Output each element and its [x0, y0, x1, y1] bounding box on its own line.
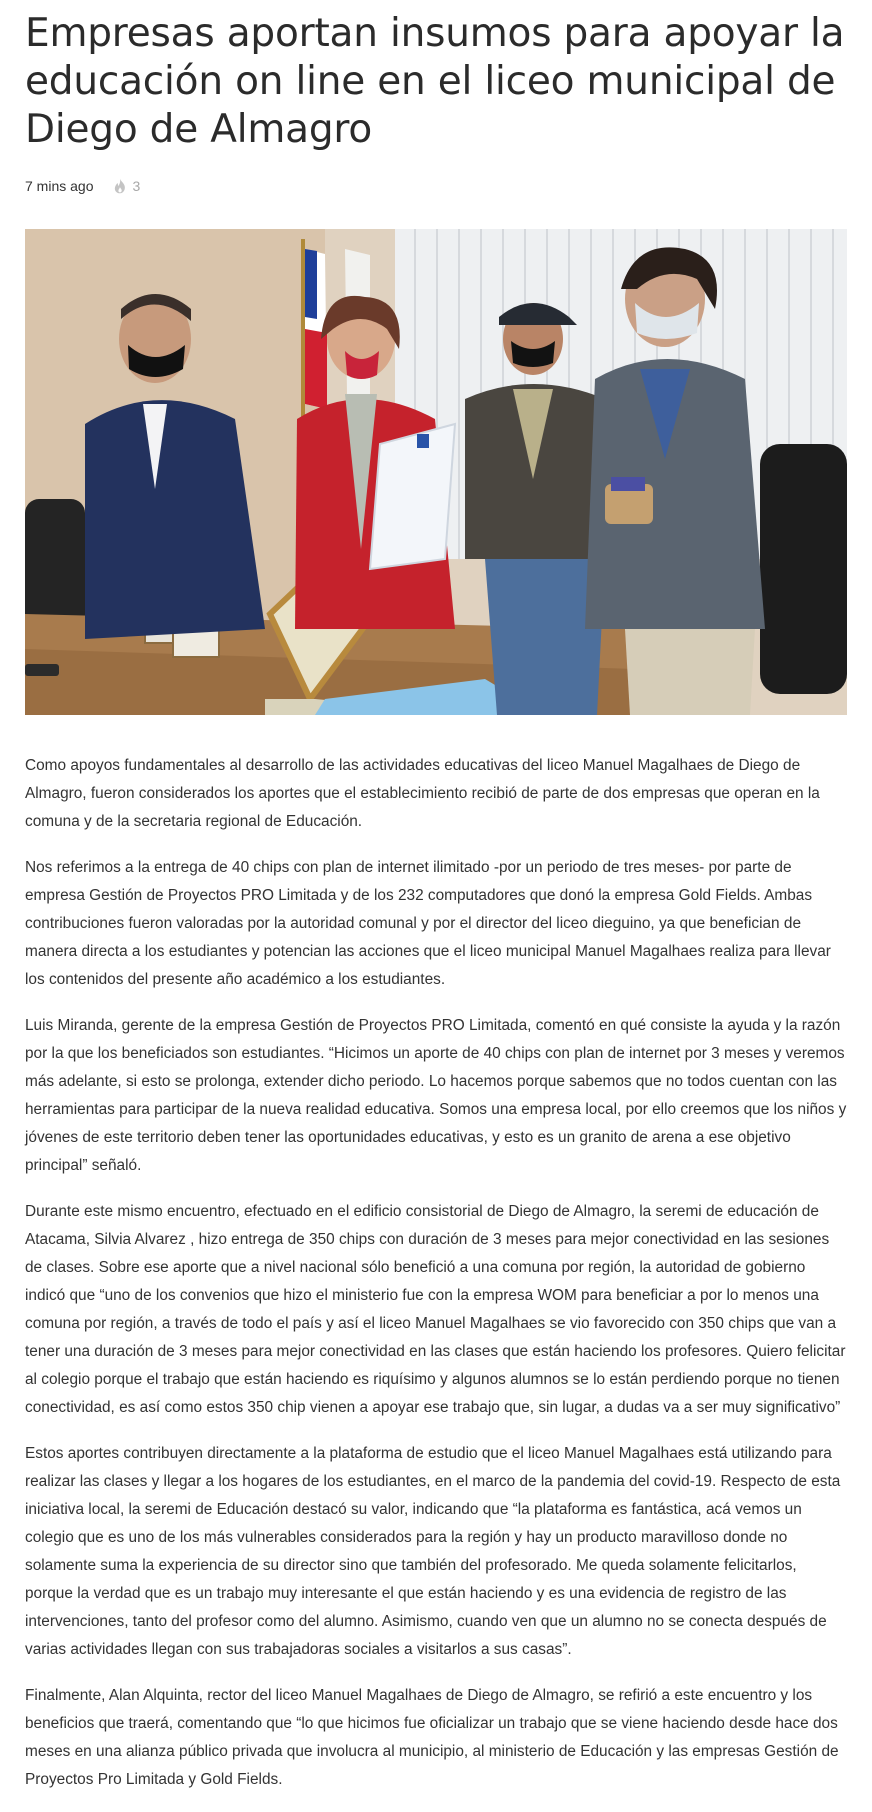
paragraph: Nos referimos a la entrega de 40 chips con plan de internet ilimitado -por un periodo de tres meses- por parte de empresa Gestión de Proyectos PRO Limitada y de los 232 computadores que donó la empresa Gold Fields. Ambas contribuciones fueron valoradas por la autoridad comunal y por el director del liceo dieguino, ya que benefician de manera directa a los estudiantes y potencian las acciones que el liceo municipal Manuel Magalhaes realiza para llevar los contenidos del presente año académico a los estudiantes.: [25, 859, 831, 988]
article-body: [25, 752, 847, 1794]
publish-time: 7 mins ago: [25, 178, 94, 194]
views-count: 3: [132, 178, 141, 194]
views-counter: [113, 178, 140, 194]
paragraph: Estos aportes contribuyen directamente a la plataforma de estudio que el liceo Manuel Magalhaes está utilizando para realizar las clases y llegar a los hogares de los estudiantes, en el marco de la pandemia del covid-19. Respecto de esta iniciativa local, la seremi de Educación destacó su valor, indicando que “la plataforma es fantástica, acá vemos un colegio que es uno de los más vulnerables considerados para la región y hay un producto maravilloso donde no solamente suma la experiencia de su director sino que también del profesorado. Me queda solamente felicitarlos, porque la verdad que es un trabajo muy interesante el que están haciendo y es una evidencia de registro de las intervenciones, tanto del profesor como del alumno. Asimismo, cuando ven que un alumno no se conecta después de varias actividades llegan con sus trabajadoras sociales a visitarlos a sus casas”.: [25, 1445, 841, 1658]
paragraph: Durante este mismo encuentro, efectuado en el edificio consistorial de Diego de Almagro, la seremi de educación de Atacama, Silvia Alvarez , hizo entrega de 350 chips con duración de 3 meses para mejor conectividad en las sesiones de clases. Sobre ese aporte que a nivel nacional sólo benefició a una comuna por región, la autoridad de gobierno indicó que “uno de los convenios que hizo el ministerio fue con la empresa WOM para beneficiar a por lo menos una comuna por región, a través de todo el país y así el liceo Manuel Magalhaes se vio favorecido con 350 chips que van a tener una duración de 3 meses para mejor conectividad en las clases que están haciendo los profesores. Quiero felicitar al colegio porque el trabajo que están haciendo es riquísimo y algunos alumnos se lo están perdiendo porque no tienen conectividad, es así como estos 350 chip vienen a apoyar ese trabajo que, sin lugar, a dudas va a ser muy significativo”: [25, 1203, 846, 1416]
article: [25, 0, 847, 1812]
article-meta: [25, 176, 847, 196]
paragraph: Luis Miranda, gerente de la empresa Gestión de Proyectos PRO Limitada, comentó en qué consiste la ayuda y la razón por la que los beneficiados son estudiantes. “Hicimos un aporte de 40 chips con plan de internet por 3 meses y veremos más adelante, si esto se prolonga, extender dicho periodo. Lo hacemos porque sabemos que no todos cuentan con las herramientas para participar de la nueva realidad educativa. Somos una empresa local, por ello creemos que los niños y jóvenes de este territorio deben tener las oportunidades educativas, y esto es un granito de arena a ese objetivo principal” señaló.: [25, 1017, 847, 1174]
flame-icon: [113, 178, 127, 194]
article-photo: [25, 229, 847, 715]
paragraph: Como apoyos fundamentales al desarrollo de las actividades educativas del liceo Manuel Magalhaes de Diego de Almagro, fueron considerados los aportes que el establecimiento recibió de parte de dos empresas que operan en la comuna y de la secretaria regional de Educación.: [25, 757, 820, 830]
photo-illustration: [25, 229, 847, 715]
paragraph: Finalmente, Alan Alquinta, rector del liceo Manuel Magalhaes de Diego de Almagro, se refirió a este encuentro y los beneficios que traerá, comentando que “lo que hicimos fue oficializar un trabajo que se viene haciendo desde hace dos meses en una alianza público privada que involucra al municipio, al ministerio de Educación y las empresas Gestión de Proyectos Pro Limitada y Gold Fields.: [25, 1687, 839, 1788]
article-title: Empresas aportan insumos para apoyar la educación on line en el liceo municipal de Diego de Almagro: [25, 11, 845, 152]
